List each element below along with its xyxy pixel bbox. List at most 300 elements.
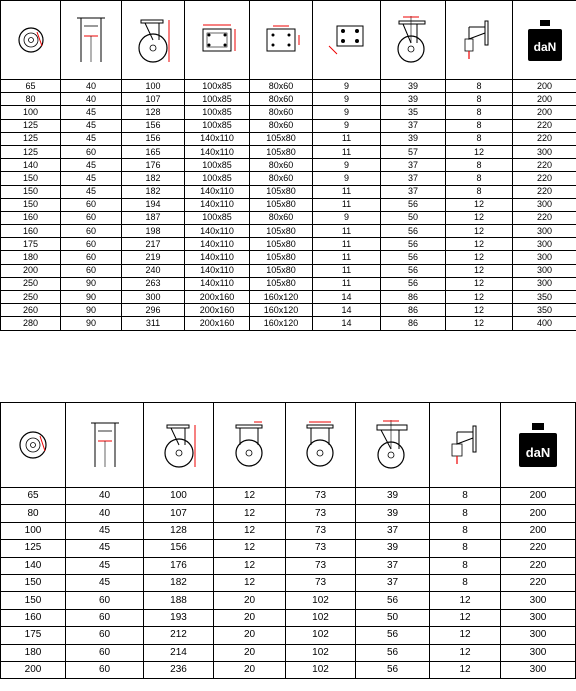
- table-cell: 12: [430, 661, 501, 678]
- table-cell: 56: [381, 251, 446, 264]
- table-cell: 220: [513, 172, 576, 185]
- table-cell: 60: [66, 644, 144, 661]
- table-cell: 100x85: [185, 159, 250, 172]
- table-cell: 60: [61, 211, 122, 224]
- table-cell: 90: [61, 277, 122, 290]
- table-cell: 12: [446, 277, 513, 290]
- table-cell: 100: [1, 522, 66, 539]
- header-cell: [185, 1, 250, 80]
- stem-offset-icon: [371, 417, 415, 473]
- table-cell: 73: [286, 574, 356, 591]
- load-weight-icon: [525, 17, 565, 63]
- table-cell: 100x85: [185, 106, 250, 119]
- table-cell: 156: [122, 119, 185, 132]
- table-cell: 160: [1, 609, 66, 626]
- table-row: [1, 264, 576, 277]
- table-cell: 180: [1, 251, 61, 264]
- wheel-width-icon: [85, 419, 125, 471]
- header-cell: [356, 403, 430, 488]
- table-cell: 200x160: [185, 304, 250, 317]
- table-cell: 150: [1, 172, 61, 185]
- table-cell: 188: [144, 592, 214, 609]
- table-row: [1, 592, 576, 609]
- table-cell: 8: [446, 132, 513, 145]
- table-cell: 105x80: [250, 198, 313, 211]
- table-cell: 56: [381, 277, 446, 290]
- table-cell: 280: [1, 317, 61, 330]
- table-cell: 180: [1, 644, 66, 661]
- table-cell: 400: [513, 317, 576, 330]
- table-cell: 50: [356, 609, 430, 626]
- table-cell: 12: [446, 225, 513, 238]
- table-cell: 300: [501, 644, 576, 661]
- table-cell: 193: [144, 609, 214, 626]
- table-cell: 300: [513, 225, 576, 238]
- table-cell: 8: [430, 488, 501, 505]
- table-row: [1, 505, 576, 522]
- table-cell: 14: [313, 317, 381, 330]
- table-row: [1, 132, 576, 145]
- table-cell: 250: [1, 277, 61, 290]
- table-cell: 8: [446, 172, 513, 185]
- header-cell: [61, 1, 122, 80]
- header-cell: [122, 1, 185, 80]
- table-cell: 45: [66, 557, 144, 574]
- table-cell: 11: [313, 264, 381, 277]
- table-cell: 105x80: [250, 145, 313, 158]
- table-cell: 212: [144, 627, 214, 644]
- table-cell: 128: [122, 106, 185, 119]
- table-cell: 80: [1, 93, 61, 106]
- table-cell: 100: [1, 106, 61, 119]
- table-cell: 56: [381, 264, 446, 277]
- table-cell: 9: [313, 106, 381, 119]
- table-cell: 156: [144, 540, 214, 557]
- table-cell: 140: [1, 557, 66, 574]
- table-cell: 176: [122, 159, 185, 172]
- table-cell: 12: [214, 522, 286, 539]
- table-cell: 45: [61, 119, 122, 132]
- table-cell: 8: [446, 106, 513, 119]
- table-cell: 12: [214, 505, 286, 522]
- table-row: [1, 609, 576, 626]
- table-row: [1, 198, 576, 211]
- table-cell: 8: [446, 119, 513, 132]
- table-cell: 56: [381, 238, 446, 251]
- table-cell: 200: [1, 264, 61, 277]
- table-cell: 37: [381, 119, 446, 132]
- table-cell: 100: [144, 488, 214, 505]
- table-cell: 73: [286, 540, 356, 557]
- header-cell: [513, 1, 576, 80]
- table-cell: 102: [286, 661, 356, 678]
- table-cell: 9: [313, 211, 381, 224]
- table-cell: 11: [313, 185, 381, 198]
- bracket-thickness-icon: [228, 419, 272, 471]
- load-unit-label: daN: [525, 445, 551, 460]
- table-cell: 8: [446, 185, 513, 198]
- table-cell: 100x85: [185, 211, 250, 224]
- table-cell: 200: [501, 505, 576, 522]
- table-row: [1, 540, 576, 557]
- table-cell: 175: [1, 627, 66, 644]
- table-row: [1, 291, 576, 304]
- table-cell: 219: [122, 251, 185, 264]
- table-cell: 11: [313, 132, 381, 145]
- table-cell: 140x110: [185, 198, 250, 211]
- table-cell: 20: [214, 627, 286, 644]
- table-cell: 236: [144, 661, 214, 678]
- table-cell: 12: [446, 145, 513, 158]
- table-cell: 60: [61, 251, 122, 264]
- table-cell: 140x110: [185, 225, 250, 238]
- header-cell: [66, 403, 144, 488]
- table-cell: 220: [513, 185, 576, 198]
- table-cell: 263: [122, 277, 185, 290]
- table-cell: 125: [1, 540, 66, 557]
- table-cell: 140: [1, 159, 61, 172]
- table-cell: 60: [66, 661, 144, 678]
- icon-header-row: [1, 1, 576, 80]
- table-cell: 12: [446, 238, 513, 251]
- bolt-hole-spacing-icon: [259, 23, 303, 57]
- table-cell: 39: [356, 540, 430, 557]
- table-cell: 80x60: [250, 93, 313, 106]
- table-cell: 300: [501, 661, 576, 678]
- table-cell: 14: [313, 304, 381, 317]
- table-cell: 12: [214, 557, 286, 574]
- header-cell: [1, 1, 61, 80]
- table-cell: 200: [501, 488, 576, 505]
- table-cell: 12: [446, 251, 513, 264]
- table-cell: 40: [61, 80, 122, 93]
- table-cell: 39: [356, 505, 430, 522]
- table-cell: 105x80: [250, 185, 313, 198]
- table-cell: 198: [122, 225, 185, 238]
- table-row: [1, 225, 576, 238]
- table-cell: 11: [313, 225, 381, 238]
- table-cell: 90: [61, 317, 122, 330]
- table-cell: 260: [1, 304, 61, 317]
- bracket-width-icon: [299, 419, 343, 471]
- table-cell: 220: [513, 132, 576, 145]
- table-cell: 56: [356, 644, 430, 661]
- table-cell: 300: [513, 264, 576, 277]
- table-row: [1, 80, 576, 93]
- table-cell: 12: [446, 264, 513, 277]
- table-cell: 60: [61, 198, 122, 211]
- icon-header-row: [1, 403, 576, 488]
- table-cell: 107: [122, 93, 185, 106]
- table-cell: 160x120: [250, 317, 313, 330]
- table-cell: 100x85: [185, 172, 250, 185]
- overall-height-icon: [157, 419, 201, 471]
- table-cell: 11: [313, 238, 381, 251]
- table-cell: 156: [122, 132, 185, 145]
- table-cell: 73: [286, 505, 356, 522]
- table-cell: 140x110: [185, 251, 250, 264]
- header-cell: [144, 403, 214, 488]
- table-cell: 60: [61, 264, 122, 277]
- table-cell: 73: [286, 488, 356, 505]
- table-cell: 12: [214, 540, 286, 557]
- table-cell: 12: [446, 291, 513, 304]
- table-cell: 150: [1, 185, 61, 198]
- swivel-offset-icon: [391, 13, 435, 67]
- table-cell: 45: [66, 522, 144, 539]
- header-cell: [446, 1, 513, 80]
- table-row: [1, 238, 576, 251]
- table-cell: 45: [61, 172, 122, 185]
- wheel-diameter-icon: [11, 20, 51, 60]
- table-cell: 9: [313, 159, 381, 172]
- table-cell: 56: [356, 627, 430, 644]
- table-cell: 105x80: [250, 225, 313, 238]
- table-cell: 80x60: [250, 106, 313, 119]
- table-cell: 214: [144, 644, 214, 661]
- table-cell: 14: [313, 291, 381, 304]
- table-cell: 300: [513, 251, 576, 264]
- table-body: [1, 488, 576, 679]
- table-cell: 100: [122, 80, 185, 93]
- table-cell: 60: [66, 627, 144, 644]
- table-cell: 8: [446, 80, 513, 93]
- table-cell: 39: [381, 80, 446, 93]
- table-cell: 73: [286, 557, 356, 574]
- load-weight-icon: [516, 420, 560, 470]
- table-cell: 57: [381, 145, 446, 158]
- table-cell: 300: [501, 627, 576, 644]
- table-cell: 160: [1, 211, 61, 224]
- table-row: [1, 574, 576, 591]
- table-cell: 20: [214, 609, 286, 626]
- header-cell: [313, 1, 381, 80]
- table-cell: 12: [214, 488, 286, 505]
- table-cell: 12: [430, 627, 501, 644]
- table-cell: 350: [513, 304, 576, 317]
- table-cell: 220: [513, 211, 576, 224]
- table-row: [1, 211, 576, 224]
- table-row: [1, 145, 576, 158]
- table-cell: 140x110: [185, 145, 250, 158]
- table-cell: 300: [122, 291, 185, 304]
- header-cell: [501, 403, 576, 488]
- table-cell: 11: [313, 198, 381, 211]
- table-cell: 37: [356, 522, 430, 539]
- table-cell: 300: [513, 145, 576, 158]
- overall-height-icon: [131, 14, 175, 66]
- table-cell: 60: [66, 609, 144, 626]
- table-cell: 60: [66, 592, 144, 609]
- table-cell: 45: [61, 159, 122, 172]
- table-cell: 86: [381, 291, 446, 304]
- table-cell: 12: [430, 609, 501, 626]
- table-cell: 37: [381, 159, 446, 172]
- table-cell: 80: [1, 505, 66, 522]
- table-cell: 35: [381, 106, 446, 119]
- table-cell: 45: [61, 106, 122, 119]
- table-cell: 300: [513, 277, 576, 290]
- table-cell: 65: [1, 488, 66, 505]
- table-cell: 12: [430, 592, 501, 609]
- table-row: [1, 277, 576, 290]
- table-row: [1, 251, 576, 264]
- header-cell: [250, 1, 313, 80]
- wheel-diameter-icon: [13, 425, 53, 465]
- table-cell: 105x80: [250, 264, 313, 277]
- table-cell: 100x85: [185, 80, 250, 93]
- load-unit-label: daN: [533, 40, 556, 54]
- table-cell: 105x80: [250, 277, 313, 290]
- table-row: [1, 119, 576, 132]
- table-cell: 12: [446, 211, 513, 224]
- table-cell: 56: [381, 198, 446, 211]
- table-cell: 165: [122, 145, 185, 158]
- table-cell: 187: [122, 211, 185, 224]
- table-cell: 140x110: [185, 238, 250, 251]
- table-cell: 56: [381, 225, 446, 238]
- table-row: [1, 106, 576, 119]
- table-cell: 311: [122, 317, 185, 330]
- table-row: [1, 317, 576, 330]
- caster-spec-table-top-plate: [0, 0, 576, 331]
- table-cell: 125: [1, 119, 61, 132]
- table-cell: 102: [286, 644, 356, 661]
- table-cell: 350: [513, 291, 576, 304]
- table-cell: 86: [381, 317, 446, 330]
- table-cell: 39: [356, 488, 430, 505]
- table-cell: 160x120: [250, 304, 313, 317]
- table-cell: 86: [381, 304, 446, 317]
- table-cell: 9: [313, 172, 381, 185]
- table-cell: 8: [430, 574, 501, 591]
- table-cell: 150: [1, 198, 61, 211]
- table-cell: 90: [61, 304, 122, 317]
- table-cell: 65: [1, 80, 61, 93]
- table-cell: 39: [381, 132, 446, 145]
- table-cell: 200: [513, 106, 576, 119]
- table-cell: 182: [122, 185, 185, 198]
- table-cell: 200: [501, 522, 576, 539]
- table-cell: 90: [61, 291, 122, 304]
- table-cell: 45: [66, 540, 144, 557]
- table-cell: 40: [66, 505, 144, 522]
- table-cell: 11: [313, 277, 381, 290]
- bolt-hole-diameter-icon: [325, 22, 369, 58]
- header-cell: [1, 403, 66, 488]
- table-cell: 80x60: [250, 159, 313, 172]
- table-cell: 105x80: [250, 132, 313, 145]
- wheel-width-icon: [71, 14, 111, 66]
- table-cell: 125: [1, 145, 61, 158]
- table-cell: 37: [356, 574, 430, 591]
- table-cell: 176: [144, 557, 214, 574]
- table-cell: 217: [122, 238, 185, 251]
- table-cell: 12: [430, 644, 501, 661]
- table-cell: 102: [286, 592, 356, 609]
- table-cell: 105x80: [250, 251, 313, 264]
- table-cell: 220: [513, 159, 576, 172]
- table-cell: 125: [1, 132, 61, 145]
- table-cell: 12: [446, 198, 513, 211]
- table-row: [1, 661, 576, 678]
- table-cell: 300: [513, 238, 576, 251]
- table-cell: 105x80: [250, 238, 313, 251]
- table-cell: 12: [446, 304, 513, 317]
- table-cell: 160x120: [250, 291, 313, 304]
- table-cell: 60: [61, 145, 122, 158]
- table-cell: 60: [61, 225, 122, 238]
- table-cell: 107: [144, 505, 214, 522]
- table-cell: 40: [61, 93, 122, 106]
- table-body: [1, 80, 576, 331]
- table-row: [1, 522, 576, 539]
- table-row: [1, 488, 576, 505]
- table-cell: 80x60: [250, 211, 313, 224]
- table-cell: 100x85: [185, 93, 250, 106]
- header-cell: [214, 403, 286, 488]
- table-cell: 296: [122, 304, 185, 317]
- table-cell: 220: [501, 557, 576, 574]
- table-cell: 150: [1, 574, 66, 591]
- table-cell: 220: [513, 119, 576, 132]
- header-cell: [430, 403, 501, 488]
- table-row: [1, 627, 576, 644]
- table-cell: 80x60: [250, 119, 313, 132]
- table-cell: 45: [61, 185, 122, 198]
- table-cell: 9: [313, 119, 381, 132]
- table-row: [1, 185, 576, 198]
- table-cell: 37: [381, 185, 446, 198]
- table-cell: 150: [1, 592, 66, 609]
- top-plate-size-icon: [195, 23, 239, 57]
- table-cell: 100x85: [185, 119, 250, 132]
- table-cell: 182: [122, 172, 185, 185]
- table-cell: 8: [446, 159, 513, 172]
- table-cell: 11: [313, 145, 381, 158]
- table-cell: 102: [286, 609, 356, 626]
- table-cell: 200: [513, 80, 576, 93]
- table-cell: 37: [381, 172, 446, 185]
- table-cell: 200: [513, 93, 576, 106]
- table-cell: 20: [214, 644, 286, 661]
- table-cell: 56: [356, 661, 430, 678]
- table-cell: 50: [381, 211, 446, 224]
- table-cell: 220: [501, 540, 576, 557]
- stem-length-icon: [443, 422, 487, 468]
- caster-spec-table-bolt-hole: [0, 402, 576, 679]
- table-row: [1, 304, 576, 317]
- header-cell: [286, 403, 356, 488]
- table-row: [1, 93, 576, 106]
- hub-length-icon: [457, 17, 501, 63]
- table-cell: 12: [446, 317, 513, 330]
- header-cell: [381, 1, 446, 80]
- table-cell: 300: [501, 609, 576, 626]
- table-cell: 8: [430, 505, 501, 522]
- table-cell: 160: [1, 225, 61, 238]
- table-cell: 39: [381, 93, 446, 106]
- table-cell: 12: [214, 574, 286, 591]
- table-cell: 11: [313, 251, 381, 264]
- table-cell: 128: [144, 522, 214, 539]
- table-row: [1, 644, 576, 661]
- table-cell: 220: [501, 574, 576, 591]
- table-cell: 300: [513, 198, 576, 211]
- table-cell: 240: [122, 264, 185, 277]
- table-cell: 250: [1, 291, 61, 304]
- table-cell: 45: [66, 574, 144, 591]
